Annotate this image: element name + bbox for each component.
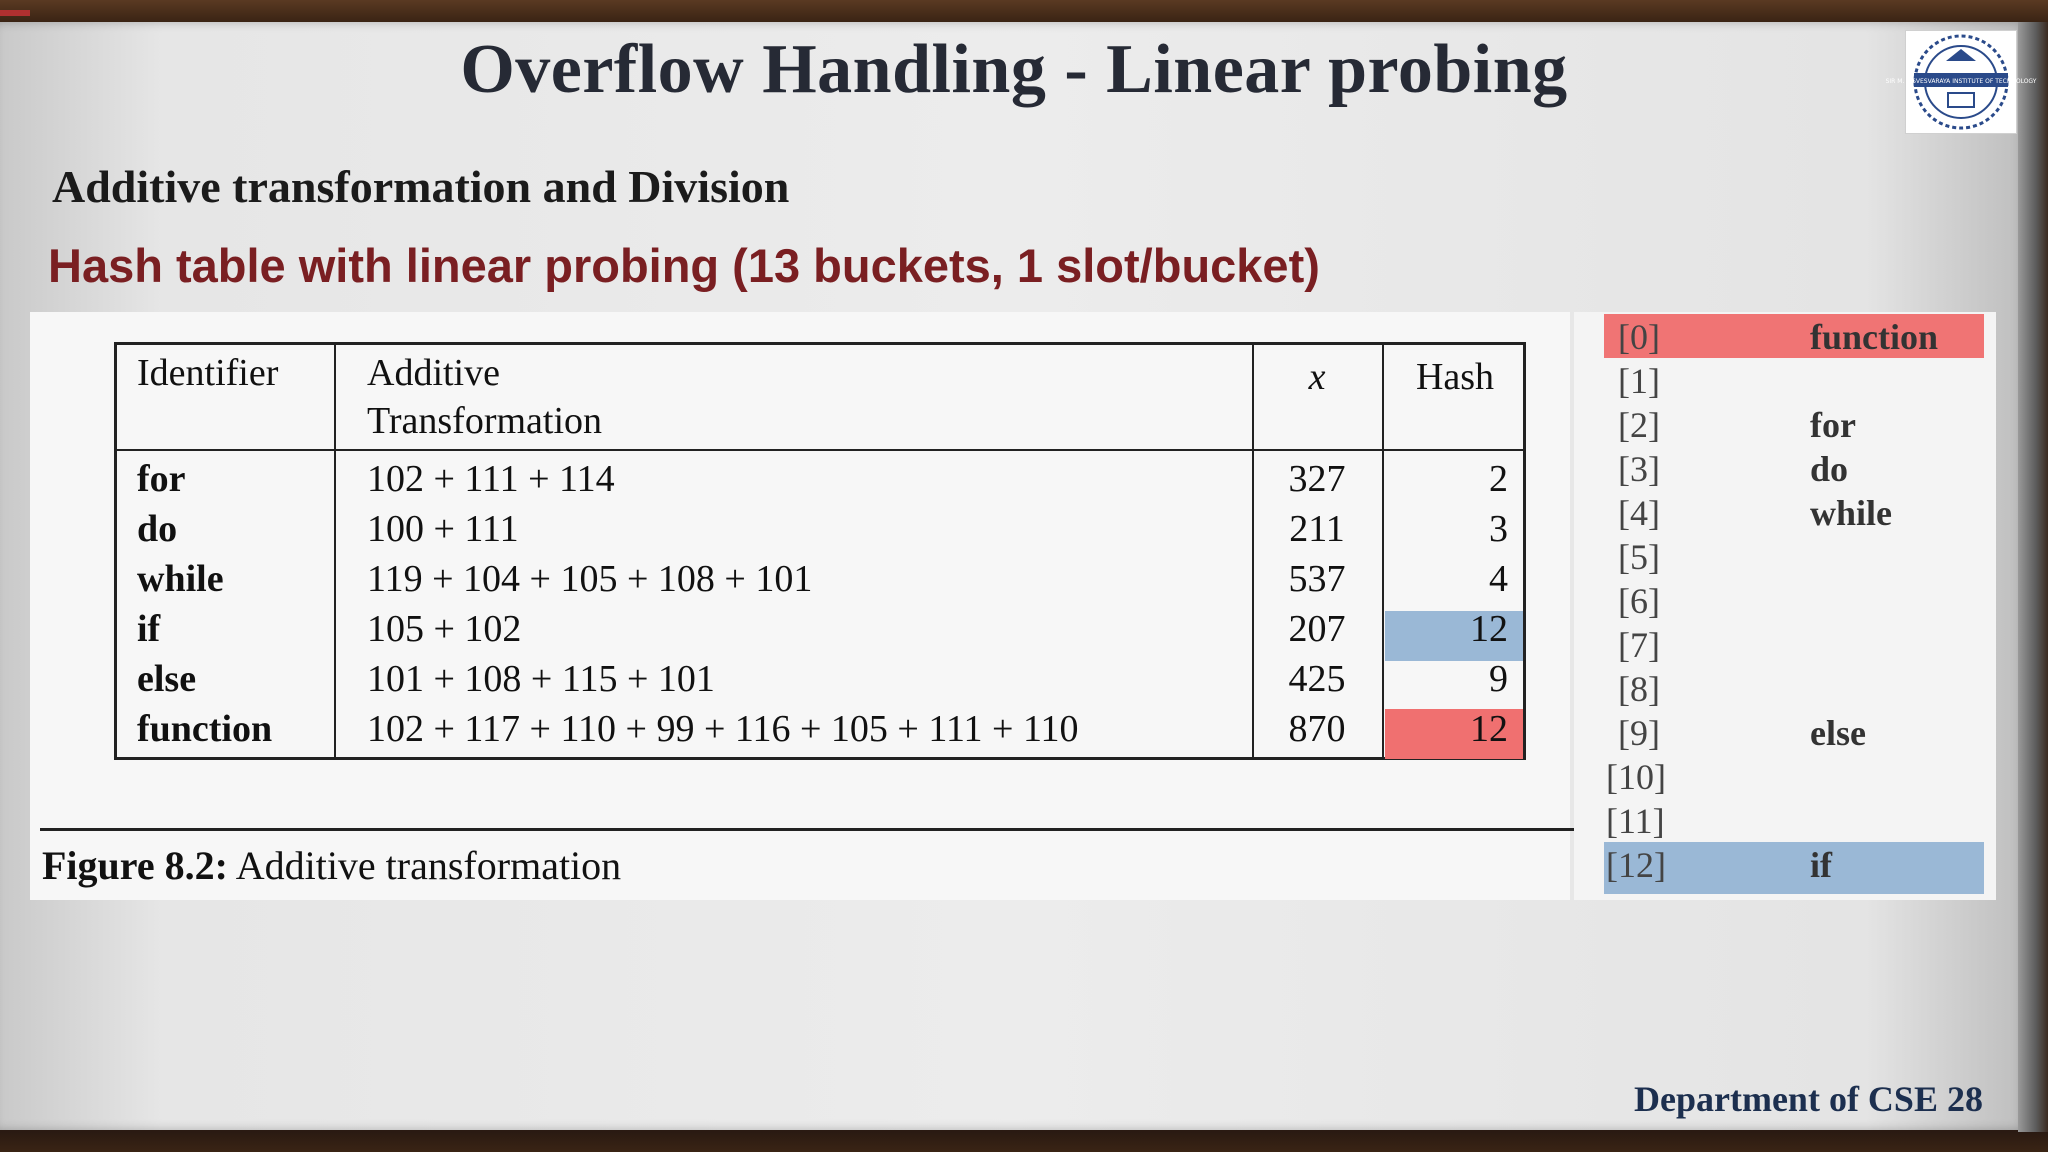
slot-index: [4] — [1618, 493, 1660, 533]
header-transformation-line2: Transformation — [367, 400, 603, 442]
column-divider — [1252, 345, 1254, 757]
row-transformation: 105 + 102 — [367, 608, 522, 650]
column-divider — [1382, 345, 1384, 757]
slot-index: [2] — [1618, 405, 1660, 445]
header-transformation-line1: Additive — [367, 352, 500, 394]
additive-transformation-table — [114, 342, 1526, 760]
row-x: 537 — [1288, 558, 1346, 600]
slot-index: [7] — [1618, 625, 1660, 665]
row-identifier: do — [137, 508, 178, 550]
row-hash: 4 — [1489, 558, 1508, 600]
row-hash: 3 — [1489, 508, 1508, 550]
slot-value: else — [1810, 713, 1866, 753]
institute-logo — [1885, 30, 2037, 134]
slot-value: if — [1810, 845, 1832, 885]
caption-text: Additive transformation — [227, 843, 622, 888]
row-hash: 12 — [1470, 608, 1508, 650]
hash-slot — [1604, 710, 1984, 754]
caption-label: Figure 8.2: — [42, 843, 228, 888]
slot-index: [10] — [1606, 757, 1666, 797]
slide-subtitle: Additive transformation and Division — [52, 161, 790, 212]
header-hash: Hash — [1415, 356, 1495, 398]
row-transformation: 101 + 108 + 115 + 101 — [367, 658, 715, 700]
slide-right-edge — [2018, 22, 2048, 1132]
column-divider — [334, 345, 336, 757]
top-bar-marker — [0, 10, 30, 16]
figure-caption — [42, 842, 621, 889]
slide-footer: Department of CSE 28 — [1634, 1079, 1983, 1119]
slot-index: [6] — [1618, 581, 1660, 621]
row-transformation: 102 + 111 + 114 — [367, 458, 615, 500]
row-identifier: for — [137, 458, 186, 500]
row-x: 211 — [1289, 508, 1345, 550]
row-hash: 12 — [1470, 708, 1508, 750]
window-bottom-bar — [0, 1132, 2048, 1152]
slot-index: [1] — [1618, 361, 1660, 401]
row-transformation: 119 + 104 + 105 + 108 + 101 — [367, 558, 813, 600]
hash-slot — [1604, 446, 1984, 490]
header-x: x — [1308, 356, 1326, 398]
slot-index: [9] — [1618, 713, 1660, 753]
header-identifier: Identifier — [137, 352, 279, 394]
row-x: 425 — [1288, 658, 1346, 700]
slot-value: while — [1810, 493, 1893, 533]
row-identifier: function — [137, 708, 273, 750]
hash-slot — [1604, 798, 1984, 842]
slot-value: for — [1810, 405, 1856, 445]
hash-slot — [1604, 490, 1984, 534]
figure-scan — [30, 312, 1570, 900]
hash-slot — [1604, 666, 1984, 710]
slot-value: function — [1810, 317, 1939, 357]
window-top-bar — [0, 0, 2048, 24]
header-divider — [117, 449, 1523, 451]
row-identifier: if — [137, 608, 161, 650]
hash-table — [1574, 312, 1996, 900]
row-hash: 2 — [1489, 458, 1508, 500]
hash-slot — [1604, 754, 1984, 798]
logo-text: SIR M. VISVESVARAYA INSTITUTE OF TECHNOLOGY — [1885, 78, 2037, 85]
slot-index: [0] — [1618, 317, 1660, 357]
figure-rule — [40, 828, 1580, 831]
hash-slot — [1604, 578, 1984, 622]
slot-index: [12] — [1606, 845, 1666, 885]
row-transformation: 102 + 117 + 110 + 99 + 116 + 105 + 111 + 110 — [367, 708, 1079, 750]
row-x: 207 — [1288, 608, 1346, 650]
hash-slot — [1604, 314, 1984, 358]
hash-slot — [1604, 402, 1984, 446]
hash-slot — [1604, 358, 1984, 402]
row-identifier: while — [137, 558, 224, 600]
hash-slot — [1604, 534, 1984, 578]
slot-index: [5] — [1618, 537, 1660, 577]
row-x: 870 — [1288, 708, 1346, 750]
slot-index: [8] — [1618, 669, 1660, 709]
row-transformation: 100 + 111 — [367, 508, 519, 550]
slot-index: [3] — [1618, 449, 1660, 489]
row-hash: 9 — [1489, 658, 1508, 700]
slot-value: do — [1810, 449, 1849, 489]
row-identifier: else — [137, 658, 197, 700]
row-x: 327 — [1288, 458, 1346, 500]
logo-emblem-icon — [1885, 31, 2037, 133]
slide-title: Overflow Handling - Linear probing — [460, 31, 1568, 108]
slot-index: [11] — [1606, 801, 1665, 841]
hash-slot — [1604, 842, 1984, 894]
slide-heading: Hash table with linear probing (13 buckets, 1 slot/bucket) — [48, 239, 1320, 292]
hash-slot — [1604, 622, 1984, 666]
